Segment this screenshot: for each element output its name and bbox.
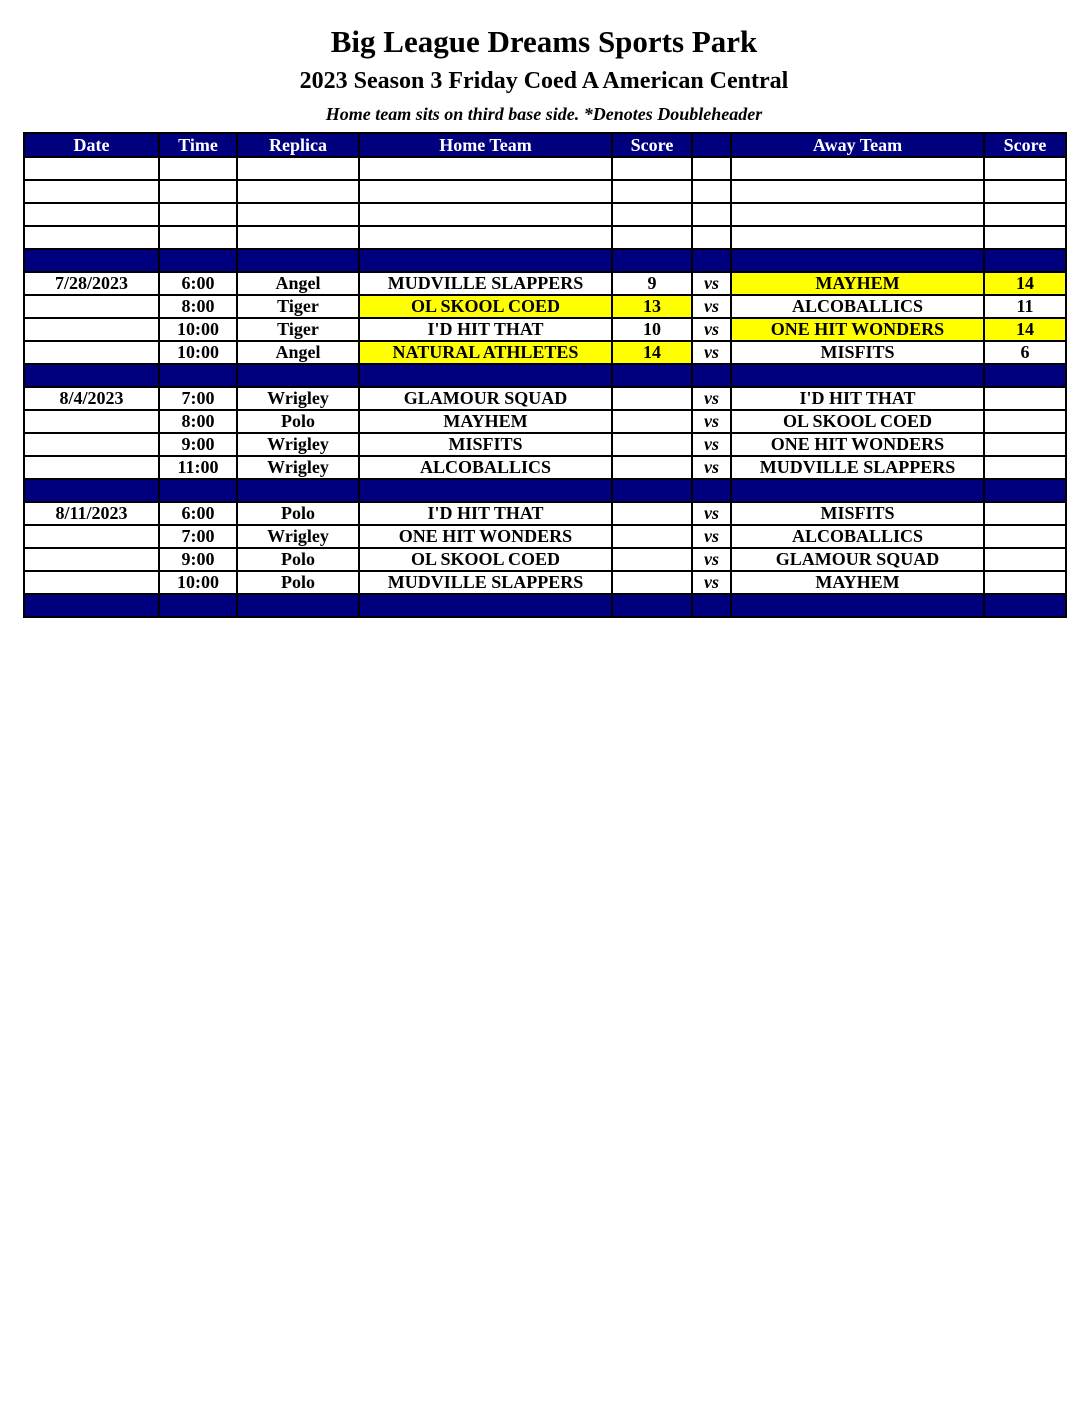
col-header-home-team: Home Team [359, 133, 612, 157]
away-score-cell [984, 433, 1066, 456]
replica-cell: Polo [237, 571, 359, 594]
vs-cell: vs [692, 502, 731, 525]
away-team-cell: ONE HIT WONDERS [731, 433, 984, 456]
home-score-cell [612, 594, 692, 617]
home-score-cell [612, 203, 692, 226]
date-cell [24, 364, 159, 387]
vs-cell [692, 226, 731, 249]
date-cell [24, 157, 159, 180]
date-cell [24, 410, 159, 433]
time-cell [159, 180, 237, 203]
vs-cell: vs [692, 525, 731, 548]
away-team-cell [731, 479, 984, 502]
game-row [24, 295, 1066, 318]
vs-cell: vs [692, 456, 731, 479]
vs-cell: vs [692, 295, 731, 318]
replica-cell: Wrigley [237, 387, 359, 410]
home-score-cell [612, 364, 692, 387]
home-score-cell [612, 180, 692, 203]
away-score-cell [984, 410, 1066, 433]
home-team-cell: OL SKOOL COED [359, 295, 612, 318]
away-team-cell [731, 180, 984, 203]
date-cell [24, 295, 159, 318]
away-score-cell [984, 364, 1066, 387]
away-team-cell [731, 364, 984, 387]
date-cell [24, 456, 159, 479]
replica-cell: Tiger [237, 318, 359, 341]
home-score-cell [612, 502, 692, 525]
away-score-cell: 14 [984, 318, 1066, 341]
vs-cell: vs [692, 387, 731, 410]
home-team-cell: MAYHEM [359, 410, 612, 433]
game-row [24, 272, 1066, 295]
home-team-cell: OL SKOOL COED [359, 548, 612, 571]
game-row [24, 341, 1066, 364]
vs-cell [692, 479, 731, 502]
home-score-cell [612, 387, 692, 410]
date-cell [24, 433, 159, 456]
home-score-cell: 13 [612, 295, 692, 318]
vs-cell: vs [692, 341, 731, 364]
away-team-cell [731, 226, 984, 249]
replica-cell: Wrigley [237, 456, 359, 479]
time-cell [159, 594, 237, 617]
away-team-cell: ALCOBALLICS [731, 295, 984, 318]
blank-row [24, 226, 1066, 249]
away-score-cell [984, 180, 1066, 203]
away-score-cell [984, 387, 1066, 410]
home-team-cell: MUDVILLE SLAPPERS [359, 571, 612, 594]
home-score-cell: 10 [612, 318, 692, 341]
replica-cell [237, 249, 359, 272]
replica-cell [237, 364, 359, 387]
replica-cell [237, 180, 359, 203]
home-team-cell: GLAMOUR SQUAD [359, 387, 612, 410]
col-header-date: Date [24, 133, 159, 157]
away-team-cell [731, 203, 984, 226]
home-team-cell: I'D HIT THAT [359, 502, 612, 525]
vs-cell: vs [692, 548, 731, 571]
home-team-cell: NATURAL ATHLETES [359, 341, 612, 364]
away-team-cell [731, 157, 984, 180]
home-score-cell [612, 571, 692, 594]
date-cell [24, 548, 159, 571]
away-score-cell [984, 226, 1066, 249]
time-cell: 8:00 [159, 295, 237, 318]
col-header-away-score: Score [984, 133, 1066, 157]
date-cell [24, 180, 159, 203]
away-team-cell: ALCOBALLICS [731, 525, 984, 548]
time-cell: 7:00 [159, 525, 237, 548]
page-title: Big League Dreams Sports Park [330, 24, 758, 59]
home-team-cell: MISFITS [359, 433, 612, 456]
header-row [24, 133, 1066, 157]
vs-cell: vs [692, 571, 731, 594]
time-cell: 10:00 [159, 571, 237, 594]
home-team-cell: ALCOBALLICS [359, 456, 612, 479]
page-subtitle: 2023 Season 3 Friday Coed A American Central [299, 68, 789, 94]
time-cell [159, 249, 237, 272]
home-team-cell: MUDVILLE SLAPPERS [359, 272, 612, 295]
time-cell: 9:00 [159, 433, 237, 456]
home-team-cell [359, 203, 612, 226]
home-score-cell [612, 525, 692, 548]
game-row [24, 571, 1066, 594]
separator-row [24, 594, 1066, 617]
time-cell: 8:00 [159, 410, 237, 433]
game-row [24, 548, 1066, 571]
separator-row [24, 364, 1066, 387]
away-score-cell [984, 249, 1066, 272]
time-cell: 11:00 [159, 456, 237, 479]
replica-cell: Tiger [237, 295, 359, 318]
vs-cell: vs [692, 410, 731, 433]
vs-cell: vs [692, 318, 731, 341]
time-cell [159, 157, 237, 180]
away-team-cell [731, 594, 984, 617]
away-score-cell [984, 548, 1066, 571]
col-header-vs [692, 133, 731, 157]
away-team-cell: MISFITS [731, 502, 984, 525]
away-score-cell: 11 [984, 295, 1066, 318]
home-team-cell [359, 249, 612, 272]
blank-row [24, 180, 1066, 203]
home-team-cell [359, 364, 612, 387]
replica-cell: Angel [237, 272, 359, 295]
col-header-home-score: Score [612, 133, 692, 157]
replica-cell: Polo [237, 548, 359, 571]
separator-row [24, 479, 1066, 502]
home-team-cell [359, 479, 612, 502]
home-score-cell: 9 [612, 272, 692, 295]
home-score-cell [612, 456, 692, 479]
vs-cell [692, 364, 731, 387]
home-score-cell [612, 548, 692, 571]
time-cell: 6:00 [159, 502, 237, 525]
home-team-cell [359, 226, 612, 249]
vs-cell [692, 180, 731, 203]
away-team-cell: ONE HIT WONDERS [731, 318, 984, 341]
away-score-cell [984, 203, 1066, 226]
home-team-cell [359, 180, 612, 203]
date-cell [24, 249, 159, 272]
time-cell [159, 203, 237, 226]
away-score-cell [984, 525, 1066, 548]
away-team-cell: MAYHEM [731, 272, 984, 295]
away-team-cell: MUDVILLE SLAPPERS [731, 456, 984, 479]
schedule-note: Home team sits on third base side. *Denotes Doubleheader [325, 104, 763, 124]
replica-cell [237, 203, 359, 226]
time-cell: 10:00 [159, 318, 237, 341]
away-team-cell: OL SKOOL COED [731, 410, 984, 433]
game-row [24, 456, 1066, 479]
date-cell [24, 226, 159, 249]
away-team-cell: I'D HIT THAT [731, 387, 984, 410]
home-score-cell [612, 249, 692, 272]
home-score-cell [612, 433, 692, 456]
home-score-cell [612, 479, 692, 502]
replica-cell: Wrigley [237, 433, 359, 456]
col-header-away-team: Away Team [731, 133, 984, 157]
vs-cell [692, 594, 731, 617]
vs-cell [692, 249, 731, 272]
away-team-cell: MISFITS [731, 341, 984, 364]
date-cell: 8/4/2023 [24, 387, 159, 410]
replica-cell [237, 226, 359, 249]
replica-cell: Polo [237, 410, 359, 433]
blank-row [24, 203, 1066, 226]
schedule-table [23, 132, 1067, 618]
vs-cell [692, 157, 731, 180]
time-cell [159, 479, 237, 502]
game-row [24, 525, 1066, 548]
replica-cell [237, 157, 359, 180]
schedule-body [24, 157, 1066, 617]
date-cell [24, 525, 159, 548]
away-score-cell [984, 157, 1066, 180]
away-score-cell [984, 479, 1066, 502]
home-score-cell [612, 410, 692, 433]
replica-cell [237, 479, 359, 502]
home-score-cell [612, 157, 692, 180]
vs-cell: vs [692, 433, 731, 456]
col-header-replica: Replica [237, 133, 359, 157]
separator-row [24, 249, 1066, 272]
game-row [24, 318, 1066, 341]
replica-cell: Wrigley [237, 525, 359, 548]
home-team-cell: I'D HIT THAT [359, 318, 612, 341]
date-cell [24, 571, 159, 594]
vs-cell: vs [692, 272, 731, 295]
time-cell [159, 226, 237, 249]
blank-row [24, 157, 1066, 180]
away-team-cell: MAYHEM [731, 571, 984, 594]
date-cell [24, 341, 159, 364]
date-cell [24, 203, 159, 226]
date-cell: 8/11/2023 [24, 502, 159, 525]
game-row [24, 433, 1066, 456]
away-score-cell: 6 [984, 341, 1066, 364]
date-cell [24, 318, 159, 341]
away-score-cell [984, 502, 1066, 525]
time-cell: 10:00 [159, 341, 237, 364]
replica-cell: Angel [237, 341, 359, 364]
home-score-cell [612, 226, 692, 249]
vs-cell [692, 203, 731, 226]
time-cell [159, 364, 237, 387]
home-team-cell [359, 594, 612, 617]
time-cell: 9:00 [159, 548, 237, 571]
date-cell [24, 594, 159, 617]
away-score-cell [984, 571, 1066, 594]
home-score-cell: 14 [612, 341, 692, 364]
replica-cell: Polo [237, 502, 359, 525]
away-team-cell: GLAMOUR SQUAD [731, 548, 984, 571]
time-cell: 7:00 [159, 387, 237, 410]
replica-cell [237, 594, 359, 617]
time-cell: 6:00 [159, 272, 237, 295]
date-cell: 7/28/2023 [24, 272, 159, 295]
date-cell [24, 479, 159, 502]
away-score-cell [984, 456, 1066, 479]
home-team-cell: ONE HIT WONDERS [359, 525, 612, 548]
game-row [24, 387, 1066, 410]
home-team-cell [359, 157, 612, 180]
game-row [24, 410, 1066, 433]
game-row [24, 502, 1066, 525]
away-score-cell: 14 [984, 272, 1066, 295]
col-header-time: Time [159, 133, 237, 157]
away-team-cell [731, 249, 984, 272]
away-score-cell [984, 594, 1066, 617]
